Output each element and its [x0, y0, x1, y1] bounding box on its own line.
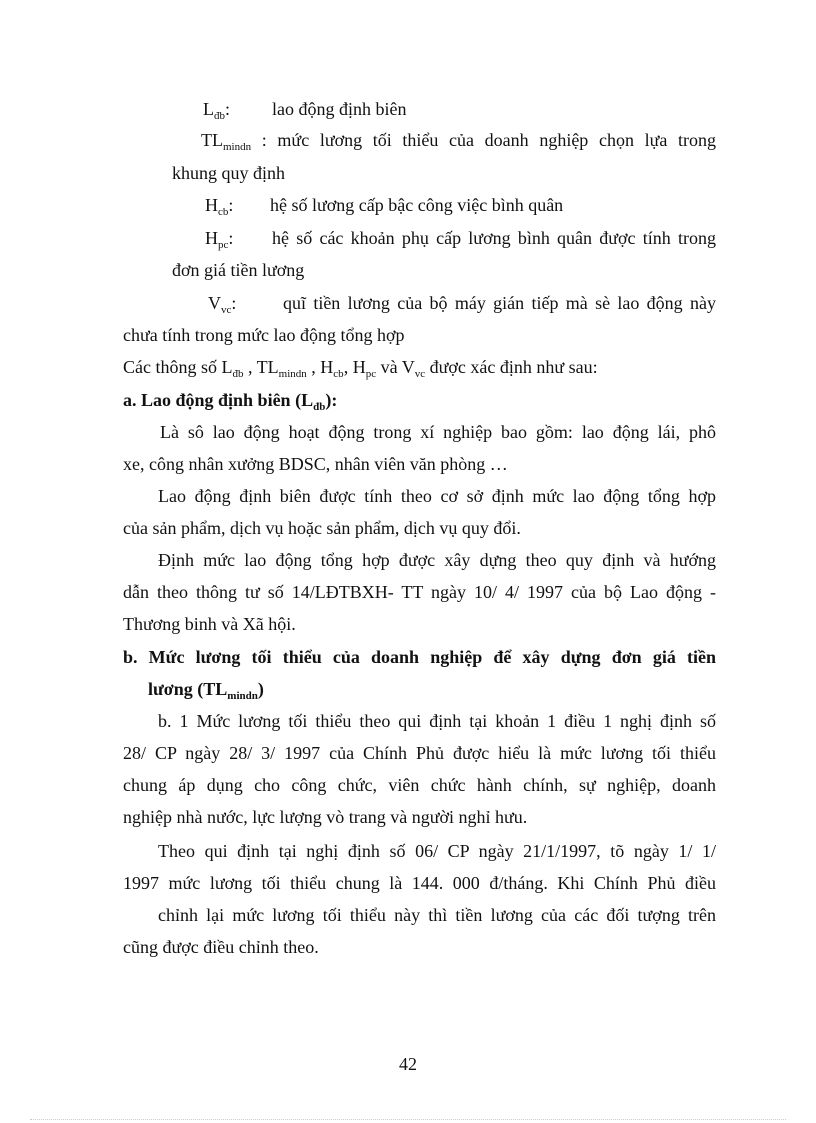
params-line	[123, 356, 598, 378]
def-tl-line2: khung quy định	[172, 163, 286, 183]
params-sub-1: đb	[232, 368, 244, 380]
def-vvc-desc-line2: chưa tính trong mức lao động tổng hợp	[123, 325, 405, 345]
section-b-p2-line2: 1997 mức lương tối thiểu chung là 144. 000 đ/tháng. Khi Chính Phủ điều	[123, 873, 716, 893]
def-tl-line1	[201, 129, 716, 151]
params-sub-4: pc	[365, 368, 377, 380]
def-hcb-desc: hệ số lương cấp bậc công việc bình quân	[270, 195, 564, 215]
section-a-heading-text: a. Lao động định biên (L	[123, 390, 314, 410]
def-hpc-sep: :	[228, 228, 234, 248]
def-hpc-sub: pc	[218, 239, 229, 251]
section-a-heading-sub: đb	[313, 401, 326, 413]
params-text-6: được xác định như sau:	[425, 357, 598, 377]
params-text-3: , H	[306, 357, 334, 377]
params-sub-2: mindn	[278, 368, 307, 380]
def-hcb	[205, 194, 233, 216]
def-vvc-sub: vc	[221, 304, 232, 316]
def-hpc-desc-line1: hệ số các khoản phụ cấp lương bình quân được tính trong	[272, 228, 716, 248]
def-vvc-sep: :	[231, 293, 237, 313]
params-text-5: và V	[376, 357, 415, 377]
def-ldb	[203, 98, 230, 120]
def-hpc-symbol: H	[205, 228, 218, 248]
def-hcb-symbol: H	[205, 195, 218, 215]
section-b-heading-line2	[148, 678, 264, 700]
section-b-heading-text: lương (TL	[148, 679, 228, 699]
def-vvc-symbol: V	[208, 293, 221, 313]
def-vvc-desc-line1: quĩ tiền lương của bộ máy gián tiếp mà sè lao động này	[283, 293, 716, 313]
section-b-p2-line3: chỉnh lại mức lương tối thiểu này thì tiền lương của các đối tượng trên	[158, 905, 716, 925]
def-tl-desc: : mức lương tối thiểu của doanh nghiệp chọn lựa trong	[261, 130, 716, 150]
section-a-p3-line3: Thương binh và Xã hội.	[123, 614, 296, 634]
def-tl-symbol: TL	[201, 130, 223, 150]
section-a-p3-line2: dẫn theo thông tư số 14/LĐTBXH- TT ngày 10/ 4/ 1997 của bộ Lao động -	[123, 582, 716, 602]
section-b-heading-sub: mindn	[227, 690, 258, 702]
section-a-p2-line2: của sản phẩm, dịch vụ hoặc sản phẩm, dịch vụ quy đổi.	[123, 518, 521, 538]
params-text-4: , H	[343, 357, 366, 377]
section-a-p2-line1: Lao động định biên được tính theo cơ sở định mức lao động tổng hợp	[158, 486, 716, 506]
section-a-p1-line1: Là sô lao động hoạt động trong xí nghiệp bao gồm: lao động lái, phô	[160, 422, 716, 442]
def-hcb-sep: :	[228, 195, 234, 215]
def-hpc-desc-line2: đơn giá tiền lương	[172, 260, 305, 280]
section-a-p3-line1: Định mức lao động tổng hợp được xây dựng theo quy định và hướng	[158, 550, 716, 570]
def-hcb-sub: cb	[218, 206, 229, 218]
section-b-p1-line3: chung áp dụng cho công chức, viên chức hành chính, sự nghiệp, doanh	[123, 775, 716, 795]
params-sub-3: cb	[333, 368, 344, 380]
params-text-1: Các thông số L	[123, 357, 233, 377]
def-ldb-desc: lao động định biên	[272, 99, 407, 119]
section-b-heading-end: )	[257, 679, 264, 699]
section-b-p1-line4: nghiệp nhà nước, lực lượng vò trang và người nghỉ hưu.	[123, 807, 528, 827]
def-ldb-sep: :	[225, 99, 231, 119]
section-b-p1-line2: 28/ CP ngày 28/ 3/ 1997 của Chính Phủ được hiểu là mức lương tối thiểu	[123, 743, 716, 763]
section-b-heading-line1: b. Mức lương tối thiểu của doanh nghiệp để xây dựng đơn giá tiền	[123, 647, 716, 667]
section-b-p1-line1: b. 1 Mức lương tối thiểu theo qui định tại khoản 1 điều 1 nghị định số	[158, 711, 716, 731]
def-hpc	[205, 227, 233, 249]
params-text-2: , TL	[243, 357, 279, 377]
def-ldb-symbol: L	[203, 99, 214, 119]
section-a-heading	[123, 389, 337, 411]
page-bottom-divider	[30, 1119, 786, 1120]
section-a-p1-line2: xe, công nhân xưởng BDSC, nhân viên văn phòng …	[123, 454, 508, 474]
section-a-heading-end: ):	[325, 390, 338, 410]
section-b-p2-line1: Theo qui định tại nghị định số 06/ CP ngày 21/1/1997, tõ ngày 1/ 1/	[158, 841, 716, 861]
def-ldb-sub: đb	[214, 110, 225, 122]
def-vvc	[208, 292, 236, 314]
page-number: 42	[399, 1054, 417, 1074]
section-b-p2-line4: cũng được điều chỉnh theo.	[123, 937, 319, 957]
params-sub-5: vc	[414, 368, 426, 380]
def-tl-sub: mindn	[223, 141, 252, 153]
